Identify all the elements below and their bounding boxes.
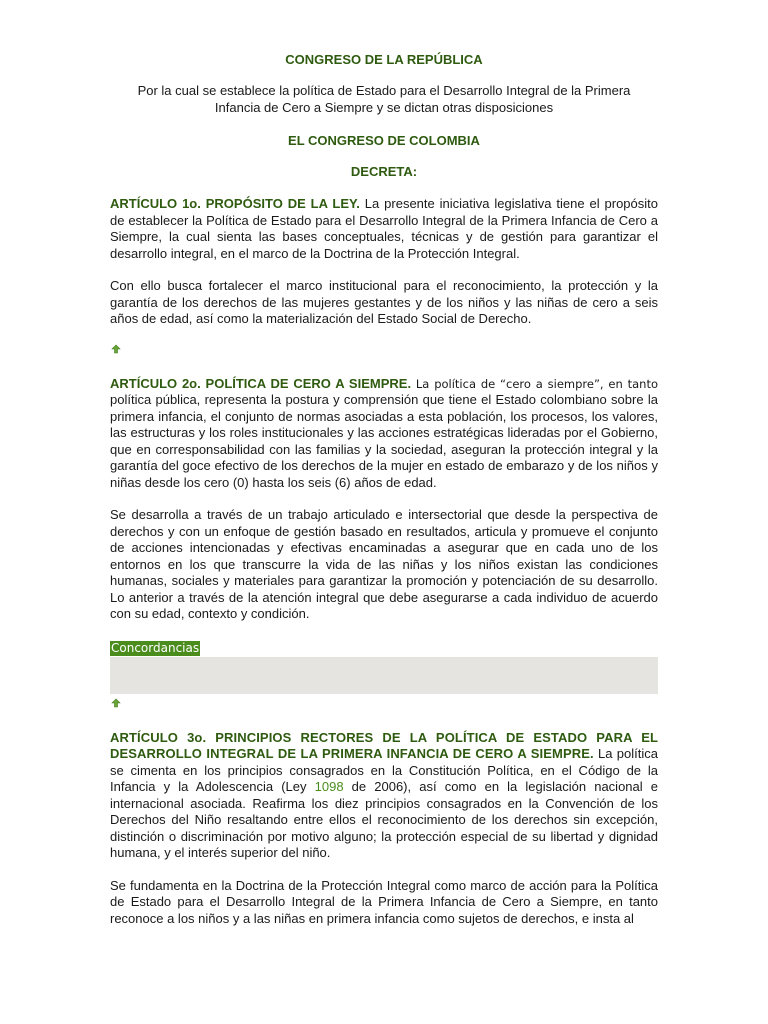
- up-arrow-icon[interactable]: [111, 344, 121, 354]
- congress-colombia-heading: EL CONGRESO DE COLOMBIA: [288, 133, 480, 148]
- article-1-heading: ARTÍCULO 1o. PROPÓSITO DE LA LEY.: [110, 196, 360, 211]
- concordancias-panel: [110, 657, 658, 694]
- law-subtitle-line1: Por la cual se establece la política de Estado para el Desarrollo Integral de la Primera: [137, 83, 631, 98]
- article-3-heading: ARTÍCULO 3o. PRINCIPIOS RECTORES DE LA POLÍTICA DE ESTADO PARA EL DESARROLLO INTEGRAL DE LA PRIMERA INFANCIA DE CERO A SIEMPRE.: [110, 729, 658, 761]
- article-1-text: La presente iniciativa legislativa tiene el propósito de establecer la Política de Estado para el Desarrollo Integral de la Primera Infancia de Cero a Siempre, la cual sienta las bases conceptuales, técnicas y de gestión para garantizar el desarrollo integral, en el marco de la Doctrina de la Protección Integral.: [110, 196, 659, 261]
- article-3-paragraph-1: [110, 730, 658, 862]
- law-subtitle-line2: Infancia de Cero a Siempre y se dictan otras disposiciones: [214, 100, 554, 115]
- ley-1098-link[interactable]: 1098: [314, 779, 344, 794]
- decreta-heading: DECRETA:: [350, 164, 418, 179]
- article-1-paragraph-2: Con ello busca fortalecer el marco institucional para el reconocimiento, la protección y la garantía de los derechos de las mujeres gestantes y de los niños y las niñas de cero a seis años de edad, así como la materialización del Estado Social de Derecho.: [110, 278, 658, 326]
- up-arrow-icon[interactable]: [111, 698, 121, 708]
- article-2-text: política pública, representa la postura y comprensión que tiene el Estado colombiano sobre la primera infancia, el conjunto de normas asociadas a esta población, los procesos, los valores, las estructuras y los roles institucionales y las acciones estratégicas lideradas por el Gobierno, que en corresponsabilidad con las familias y la sociedad, aseguran la protección integral y la garantía del goce efectivo de los derechos de la mujer en estado de embarazo y de los niños y niñas desde los cero (0) hasta los seis (6) años de edad.: [110, 392, 658, 490]
- article-3-paragraph-2: Se fundamenta en la Doctrina de la Protección Integral como marco de acción para la Política de Estado para el Desarrollo Integral de la Primera Infancia de Cero a Siempre, en tanto reconoce a los niños y a las niñas en primera infancia como sujetos de derechos, e insta al: [110, 877, 658, 926]
- concordancias-section: [110, 639, 658, 694]
- article-2-paragraph-2: Se desarrolla a través de un trabajo articulado e intersectorial que desde la perspectiva de derechos y con un enfoque de gestión basado en resultados, articula y promueve el conjunto de acciones intencionadas y efectivas encaminadas a asegurar que en cada uno de los entornos en los que transcurre la vida de las niñas y los niños existan las condiciones humanas, sociales y materiales para garantizar la promoción y potenciación de su desarrollo. Lo anterior a través de la atención integral que debe asegurarse a cada individuo de acuerdo con su edad, contexto y condición.: [110, 507, 658, 621]
- article-3-text-a: La política se cimenta en los principios consagrados en la Constitución Política, en el Código de la Infancia y la Adolescencia (Ley: [110, 746, 658, 794]
- article-3-text-b: de 2006), así como en la legislación nacional e internacional asociada. Reafirma los diez principios consagrados en la Convención de los Derechos del Niño resaltando entre ellos el reconocimiento de los derechos sin excepción, distinción o discriminación por motivo alguno; la protección especial de su libertad y dignidad humana, y el interés superior del niño.: [110, 779, 658, 860]
- concordancias-button[interactable]: Concordancias: [111, 640, 200, 655]
- article-2-heading: ARTÍCULO 2o. POLÍTICA DE CERO A SIEMPRE.: [110, 375, 412, 391]
- article-2-paragraph-1: [110, 376, 658, 492]
- congress-title: CONGRESO DE LA REPÚBLICA: [285, 52, 483, 67]
- article-1-paragraph-1: [110, 196, 658, 262]
- law-subtitle: [110, 82, 658, 116]
- document-content: [110, 51, 658, 943]
- article-2-lead: La política de “cero a siempre”, en tanto: [411, 376, 658, 391]
